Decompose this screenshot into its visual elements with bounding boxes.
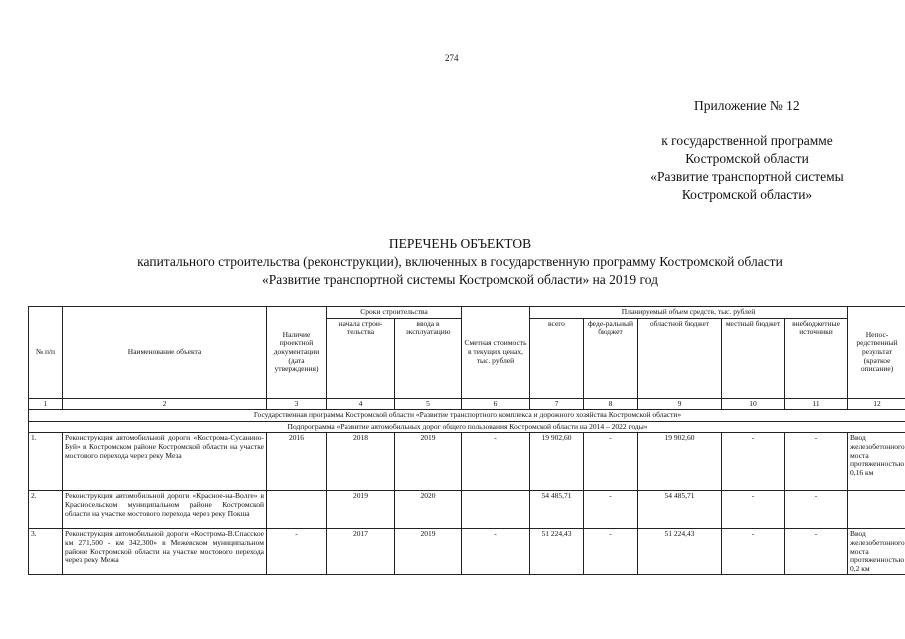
title-line: «Развитие транспортной системы Костромской области» на 2019 год xyxy=(262,272,658,287)
row-regional: 51 224,43 xyxy=(638,529,722,575)
row-regional: 19 902,60 xyxy=(638,433,722,491)
row-cost: - xyxy=(462,529,530,575)
header-regional: областной бюджет xyxy=(638,318,722,398)
row-start: 2019 xyxy=(327,491,395,529)
header-planned: Планируемый объем средств, тыс. рублей xyxy=(530,307,848,319)
header-result: Непос-редственный результат (краткое описание) xyxy=(848,307,905,399)
row-result: Ввод железобетонного моста протяженностью 0,16 км xyxy=(848,433,905,491)
header-start: начала строи-тельства xyxy=(327,318,395,398)
row-start: 2017 xyxy=(327,529,395,575)
row-total: 51 224,43 xyxy=(530,529,584,575)
program-reference xyxy=(640,132,854,204)
title-line: ПЕРЕЧЕНЬ ОБЪЕКТОВ xyxy=(388,236,532,251)
row-federal: - xyxy=(584,433,638,491)
row-name: Реконструкция автомобильной дороги «Красное-на-Волге» в Красносельском муниципальном районе Костромской области на участке мостового перехода через реку Покша xyxy=(63,491,267,529)
column-number: 2 xyxy=(63,398,267,410)
header-terms: Сроки строительства xyxy=(327,307,462,319)
appendix-heading: Приложение № 12 xyxy=(694,98,800,113)
header-extra: внебюджетные источники xyxy=(785,318,848,398)
row-result xyxy=(848,491,905,529)
header-name: Наименование объекта xyxy=(63,307,267,399)
program-section-row: Государственная программа Костромской области «Развитие транспортного комплекса и дорожного хозяйства Костромской области» xyxy=(29,410,905,422)
table-row xyxy=(29,433,905,491)
column-number: 10 xyxy=(722,398,785,410)
row-cost: - xyxy=(462,433,530,491)
page-number: 274 xyxy=(445,53,459,63)
header-local: местный бюджет xyxy=(722,318,785,398)
program-line: «Развитие транспортной системы xyxy=(650,169,844,184)
row-commission: 2019 xyxy=(395,433,462,491)
row-num: 1. xyxy=(29,433,63,491)
row-cost xyxy=(462,491,530,529)
row-local: - xyxy=(722,433,785,491)
row-extra: - xyxy=(785,529,848,575)
title-line: капитального строительства (реконструкции), включенных в государственную программу Костромской области xyxy=(137,254,783,269)
column-number: 12 xyxy=(848,398,905,410)
row-commission: 2019 xyxy=(395,529,462,575)
program-line: Костромской области» xyxy=(681,187,813,202)
header-num: № п/п xyxy=(29,307,63,399)
header-cost: Сметная стоимость в текущих ценах, тыс. рублей xyxy=(462,307,530,399)
program-line: Костромской области xyxy=(685,151,809,166)
table-row xyxy=(29,491,905,529)
column-number: 3 xyxy=(267,398,327,410)
subprogram-section-row: Подпрограмма «Развитие автомобильных дорог общего пользования Костромской области на 2014 – 2022 годы» xyxy=(29,421,905,433)
column-number: 5 xyxy=(395,398,462,410)
row-name: Реконструкция автомобильной дороги «Кострома-Сусанино-Буй» в Костромском районе Костромской области на участке мостового перехода через реку Меза xyxy=(63,433,267,491)
row-docs: 2016 xyxy=(267,433,327,491)
row-federal: - xyxy=(584,491,638,529)
column-number: 4 xyxy=(327,398,395,410)
header-federal: феде-ральный бюджет xyxy=(584,318,638,398)
row-docs xyxy=(267,491,327,529)
row-num: 3. xyxy=(29,529,63,575)
row-docs: - xyxy=(267,529,327,575)
row-local: - xyxy=(722,529,785,575)
column-number: 8 xyxy=(584,398,638,410)
row-federal: - xyxy=(584,529,638,575)
column-number: 11 xyxy=(785,398,848,410)
table-row xyxy=(29,529,905,575)
header-docs: Наличие проектной документации (дата утверждения) xyxy=(267,307,327,399)
row-total: 54 485,71 xyxy=(530,491,584,529)
row-extra: - xyxy=(785,491,848,529)
row-commission: 2020 xyxy=(395,491,462,529)
column-number: 6 xyxy=(462,398,530,410)
row-num: 2. xyxy=(29,491,63,529)
row-name: Реконструкция автомобильной дороги «Кострома-В.Спасское км 271,500 - км 342,300» в Межевском муниципальном районе Костромской области на участке мостового перехода через реку Межа xyxy=(63,529,267,575)
row-result: Ввод железобетонного моста протяженностью 0,2 км xyxy=(848,529,905,575)
document-title xyxy=(60,235,860,289)
row-extra: - xyxy=(785,433,848,491)
header-total: всего xyxy=(530,318,584,398)
header-commission: ввода в эксплуатацию xyxy=(395,318,462,398)
row-total: 19 902,60 xyxy=(530,433,584,491)
row-regional: 54 485,71 xyxy=(638,491,722,529)
row-start: 2018 xyxy=(327,433,395,491)
column-number: 7 xyxy=(530,398,584,410)
row-local: - xyxy=(722,491,785,529)
program-line: к государственной программе xyxy=(661,133,833,148)
column-number: 1 xyxy=(29,398,63,410)
objects-table xyxy=(28,306,905,575)
column-number: 9 xyxy=(638,398,722,410)
